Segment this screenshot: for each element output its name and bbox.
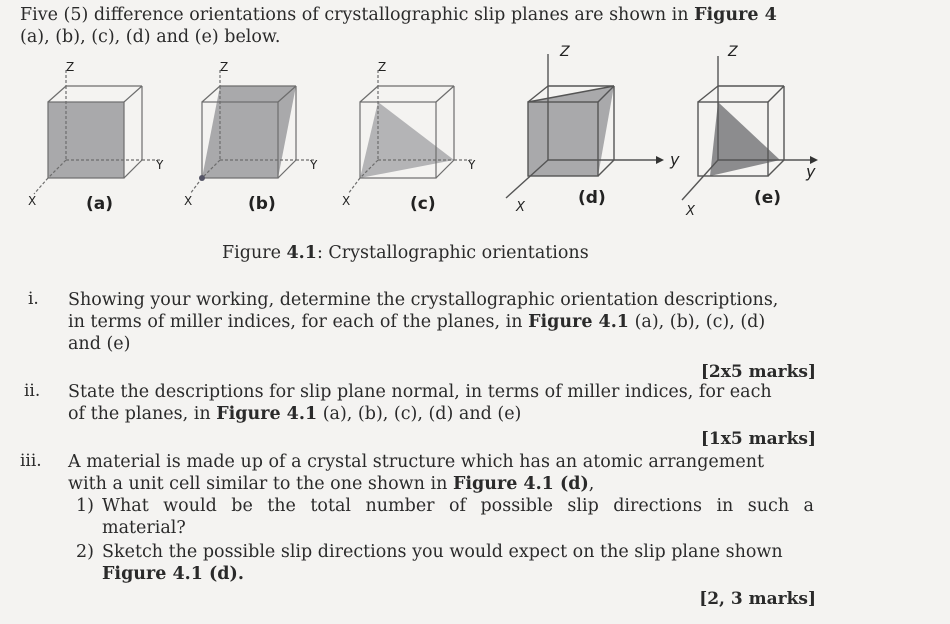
axis-z-label: Z <box>378 60 387 74</box>
intro-line-2: (a), (b), (c), (d) and (e) below. <box>20 27 281 47</box>
figure-label: (e) <box>754 188 782 208</box>
figure-e <box>668 44 838 228</box>
figure-caption <box>222 243 589 263</box>
q3-line-1: A material is made up of a crystal structure which has an atomic arrangement <box>68 452 765 472</box>
axis-z-label: Z <box>220 60 229 74</box>
figure-ref: Figure 4 <box>694 5 777 25</box>
axis-z-label: Z <box>560 44 570 60</box>
figure-ref: Figure 4.1 <box>528 312 629 332</box>
caption-number: 4.1 <box>286 243 317 263</box>
q1-line-1: Showing your working, determine the crystallographic orientation descriptions, <box>68 290 779 310</box>
axis-z-label: Z <box>66 60 75 74</box>
question-3-marks: [2, 3 marks] <box>699 589 816 609</box>
q2-line-1: State the descriptions for slip plane normal, in terms of miller indices, for each <box>68 382 772 402</box>
axis-x-label: X <box>28 194 37 208</box>
question-3 <box>68 451 828 495</box>
subquestion-2-number: 2) <box>76 542 94 562</box>
q3-line-2 <box>68 473 828 495</box>
axis-z-label: Z <box>728 44 738 60</box>
figure-ref: Figure 4.1 (d) <box>452 474 589 494</box>
figure-label: (d) <box>578 188 606 208</box>
axis-x-label: X <box>184 194 193 208</box>
q1-line-2 <box>68 311 828 333</box>
q2-text-end: (a), (b), (c), (d) and (e) <box>317 404 522 424</box>
axis-y-label: Y <box>310 158 318 172</box>
question-1-marks: [2x5 marks] <box>700 362 816 382</box>
caption-text: : Crystallographic orientations <box>316 243 589 263</box>
s2-line-1: Sketch the possible slip directions you would expect on the slip plane shown <box>102 542 783 562</box>
axis-y-label: y <box>806 162 816 181</box>
q1-text: in terms of miller indices, for each of the planes, in <box>68 312 529 332</box>
figure-ref: Figure 4.1 <box>216 404 318 424</box>
intro-line-1 <box>20 4 930 26</box>
figure-d <box>494 44 680 228</box>
figure-label: (a) <box>86 194 114 214</box>
question-1-number: i. <box>28 289 39 309</box>
figure-b <box>180 48 340 228</box>
question-2-number: ii. <box>24 381 41 401</box>
s1-line-2: material? <box>102 518 186 538</box>
q3-text-end: , <box>588 474 595 494</box>
axis-y-label: y <box>670 150 680 169</box>
axis-y-label: Y <box>468 158 476 172</box>
figure-label: (c) <box>410 194 436 214</box>
question-2 <box>68 381 828 425</box>
cube-e-diagram <box>668 48 838 228</box>
subquestion-2 <box>102 541 814 585</box>
q1-line-3: and (e) <box>68 334 131 354</box>
question-3-number: iii. <box>20 451 42 471</box>
subquestion-1 <box>102 495 814 539</box>
q3-text: with a unit cell similar to the one shown in <box>68 474 453 494</box>
subquestion-1-number: 1) <box>76 496 94 516</box>
s1-line-1: What would be the total number of possible slip directions in such a <box>102 496 814 516</box>
q1-text-end: (a), (b), (c), (d) <box>629 312 766 332</box>
caption-prefix: Figure <box>222 243 287 263</box>
axis-x-label: X <box>686 204 695 219</box>
axis-x-label: X <box>342 194 351 208</box>
q2-text: of the planes, in <box>68 404 217 424</box>
s2-line-2: Figure 4.1 (d). <box>102 564 244 584</box>
figure-label: (b) <box>248 194 276 214</box>
question-2-marks: [1x5 marks] <box>700 429 816 449</box>
figure-c <box>338 48 498 228</box>
intro-paragraph <box>20 4 930 48</box>
q2-line-2 <box>68 403 828 425</box>
figure-a <box>20 48 180 228</box>
question-1 <box>68 289 828 355</box>
intro-text: Five (5) difference orientations of crystallographic slip planes are shown in <box>20 5 695 25</box>
axis-x-label: X <box>516 200 525 215</box>
axis-y-label: Y <box>156 158 164 172</box>
figure-row <box>20 44 820 238</box>
